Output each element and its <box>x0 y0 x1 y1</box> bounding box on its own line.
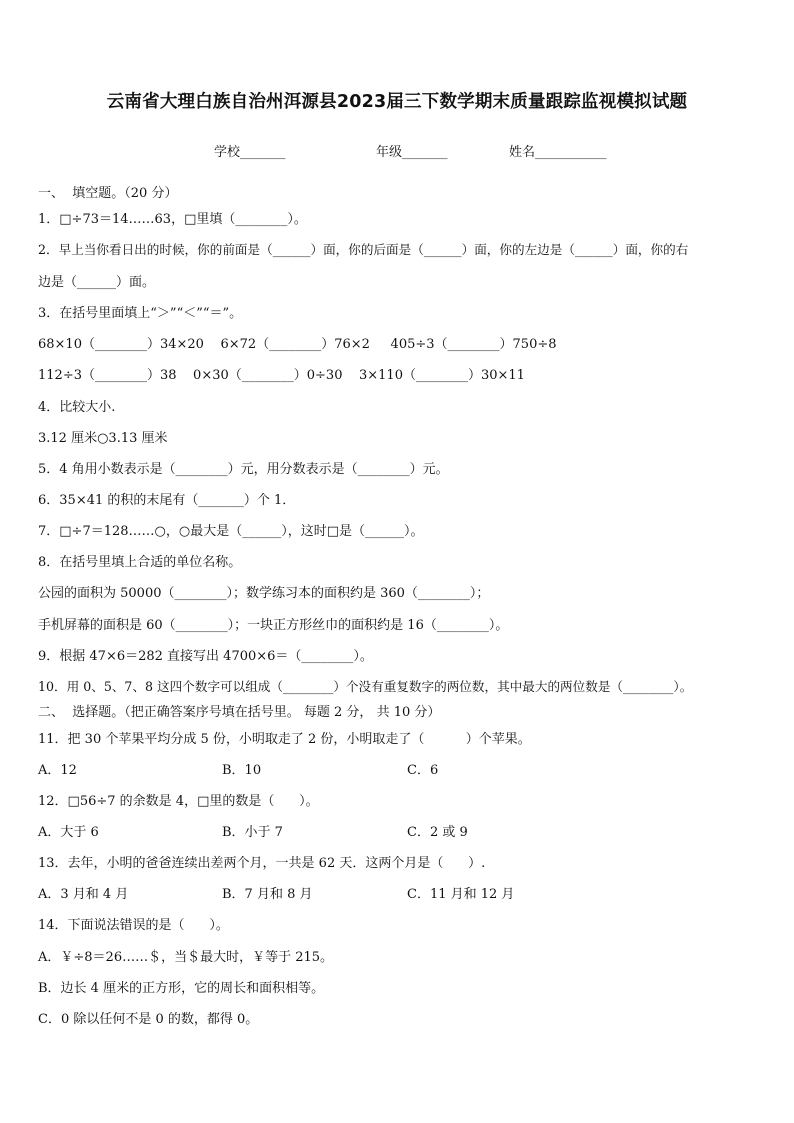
q12-option-c: C．2 或 9 <box>407 825 468 840</box>
q13-option-b: B．7 月和 8 月 <box>222 887 313 902</box>
q13-option-c: C．11 月和 12 月 <box>407 887 515 902</box>
question-2-line1: 2．早上当你看日出的时候，你的前面是（______）面，你的后面是（______）面，你的左边是（______）面，你的右 <box>38 242 689 257</box>
question-3: 3．在括号里面填上“＞”“＜”“＝”。 <box>38 306 243 321</box>
question-5: 5．4 角用小数表示是（________）元，用分数表示是（________）元。 <box>38 462 449 477</box>
question-14: 14．下面说法错误的是（ ）。 <box>38 918 229 933</box>
question-11: 11．把 30 个苹果平均分成 5 份，小明取走了 2 份，小明取走了（ ）个苹果。 <box>38 732 531 747</box>
section2-heading: 二、 选择题。（把正确答案序号填在括号里。 每题 2 分， 共 10 分） <box>38 705 441 720</box>
school-field: 学校_______ <box>214 145 286 160</box>
question-10: 10．用 0、5、7、8 这四个数字可以组成（________）个没有重复数字的两位数，其中最大的两位数是（________）。 <box>38 679 693 694</box>
question-8: 8．在括号里填上合适的单位名称。 <box>38 555 242 570</box>
page-title: 云南省大理白族自治州洱源县2023届三下数学期末质量跟踪监视模拟试题 <box>106 92 688 112</box>
q13-option-a: A．3 月和 4 月 <box>38 887 129 902</box>
q12-option-b: B．小于 7 <box>222 825 283 840</box>
question-13: 13．去年，小明的爸爸连续出差两个月，一共是 62 天．这两个月是（ ）. <box>38 856 486 871</box>
question-7: 7．□÷7＝128……○，○最大是（______），这时□是（______）。 <box>38 524 424 539</box>
q14-option-c: C．0 除以任何不是 0 的数，都得 0。 <box>38 1012 259 1027</box>
question-2-line2: 边是（______）面。 <box>38 275 156 290</box>
grade-field: 年级_______ <box>376 145 448 160</box>
question-1: 1．□÷73＝14……63，□里填（________）。 <box>38 212 307 227</box>
question-8-line1: 公园的面积为 50000（________）；数学练习本的面积约是 360（________）； <box>38 586 490 601</box>
question-12: 12．□56÷7 的余数是 4，□里的数是（ ）。 <box>38 794 319 809</box>
question-4-item: 3.12 厘米○3.13 厘米 <box>38 431 168 446</box>
question-9: 9．根据 47×6＝282 直接写出 4700×6＝（________）。 <box>38 649 373 664</box>
q12-option-a: A．大于 6 <box>38 825 99 840</box>
q11-option-b: B．10 <box>222 763 262 778</box>
q14-option-a: A．￥÷8＝26……＄，当＄最大时，￥等于 215。 <box>38 950 334 965</box>
question-3-row1: 68×10（________）34×20 6×72（________）76×2 405÷3（________）750÷8 <box>38 337 557 352</box>
q11-option-c: C．6 <box>407 763 439 778</box>
section1-heading: 一、 填空题。（20 分） <box>38 186 178 201</box>
q11-option-a: A．12 <box>38 763 77 778</box>
q14-option-b: B．边长 4 厘米的正方形，它的周长和面积相等。 <box>38 981 325 996</box>
question-8-line2: 手机屏幕的面积是 60（________）；一块正方形丝巾的面积约是 16（________）。 <box>38 618 509 633</box>
name-field: 姓名___________ <box>509 145 607 160</box>
question-6: 6．35×41 的积的末尾有（_______）个 1． <box>38 493 296 508</box>
question-3-row2: 112÷3（________）38 0×30（________）0÷30 3×110（________）30×11 <box>38 368 525 383</box>
question-4: 4．比较大小. <box>38 400 116 415</box>
